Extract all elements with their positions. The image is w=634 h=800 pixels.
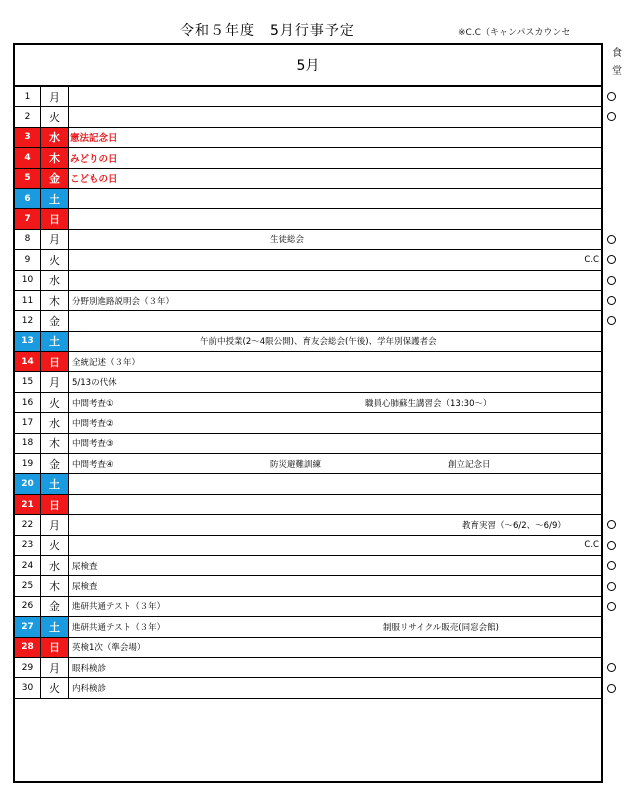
event-label: 中間考査① <box>72 398 114 409</box>
holiday-label: みどりの日 <box>70 153 118 165</box>
weekday: 火 <box>41 250 69 269</box>
day-number: 11 <box>15 291 41 310</box>
weekday: 木 <box>41 576 69 595</box>
day-number: 29 <box>15 658 41 677</box>
event-label: 午前中授業(2～4限公開)、育友会総会(午後)、学年別保護者会 <box>200 337 437 348</box>
weekday: 木 <box>41 148 69 167</box>
day-number: 23 <box>15 536 41 555</box>
day-number: 2 <box>15 107 41 126</box>
day-row-27 <box>15 617 601 637</box>
day-number: 10 <box>15 271 41 290</box>
day-number: 30 <box>15 678 41 697</box>
day-row-3 <box>15 128 601 148</box>
weekday: 火 <box>41 107 69 126</box>
day-row-25 <box>15 576 601 596</box>
event-label: 全統記述（３年） <box>72 357 141 368</box>
day-number: 26 <box>15 597 41 616</box>
weekday: 土 <box>41 189 69 208</box>
day-number: 25 <box>15 576 41 595</box>
day-number: 24 <box>15 556 41 575</box>
day-number: 8 <box>15 230 41 249</box>
cafeteria-open-mark <box>607 92 616 101</box>
cafeteria-open-mark <box>607 663 616 672</box>
day-row-11 <box>15 291 601 311</box>
event-label: 中間考査④ <box>72 459 114 470</box>
day-number: 5 <box>15 169 41 188</box>
event-label: C.C <box>584 254 599 265</box>
event-label: 尿検査 <box>72 582 98 593</box>
day-row-16 <box>15 393 601 413</box>
day-row-26 <box>15 597 601 617</box>
weekday: 水 <box>41 128 69 147</box>
day-number: 27 <box>15 617 41 636</box>
cafeteria-open-mark <box>607 684 616 693</box>
weekday: 日 <box>41 352 69 371</box>
event-label: 進研共通テスト（３年） <box>72 602 166 613</box>
weekday: 金 <box>41 311 69 330</box>
weekday: 日 <box>41 209 69 228</box>
page-title: 令和５年度 5月行事予定 <box>180 23 355 39</box>
weekday: 月 <box>41 515 69 534</box>
day-number: 9 <box>15 250 41 269</box>
weekday: 水 <box>41 556 69 575</box>
event-label: 中間考査② <box>72 418 114 429</box>
cafeteria-open-mark <box>607 235 616 244</box>
event-label: 中間考査③ <box>72 439 114 450</box>
day-number: 14 <box>15 352 41 371</box>
cafeteria-header-char-2: 堂 <box>612 66 622 77</box>
holiday-label: 憲法記念日 <box>70 133 118 145</box>
day-number: 7 <box>15 209 41 228</box>
day-row-18 <box>15 434 601 454</box>
day-row-17 <box>15 413 601 433</box>
event-label: C.C <box>584 540 599 551</box>
day-row-9 <box>15 250 601 270</box>
cafeteria-open-mark <box>607 316 616 325</box>
event-label: 英検1次（準会場） <box>72 643 146 654</box>
day-number: 3 <box>15 128 41 147</box>
event-label: 分野別進路説明会（３年） <box>72 296 175 307</box>
weekday: 金 <box>41 454 69 473</box>
cafeteria-header-char-1: 食 <box>612 48 622 59</box>
weekday: 月 <box>41 372 69 391</box>
day-number: 1 <box>15 87 41 106</box>
event-label: 防災避難訓練 <box>270 459 322 470</box>
event-label: 創立記念日 <box>448 459 491 470</box>
day-row-8 <box>15 230 601 250</box>
weekday: 土 <box>41 617 69 636</box>
weekday: 金 <box>41 597 69 616</box>
day-row-12 <box>15 311 601 331</box>
day-number: 17 <box>15 413 41 432</box>
event-label: 制服リサイクル販売(同窓会館) <box>383 622 499 633</box>
weekday: 土 <box>41 332 69 351</box>
weekday: 水 <box>41 413 69 432</box>
schedule-rows <box>15 87 601 699</box>
day-number: 16 <box>15 393 41 412</box>
day-row-23 <box>15 536 601 556</box>
event-label: 尿検査 <box>72 561 98 572</box>
weekday: 木 <box>41 291 69 310</box>
cafeteria-open-mark <box>607 276 616 285</box>
event-label: 教育実習（～6/2、～6/9） <box>462 520 566 531</box>
weekday: 月 <box>41 230 69 249</box>
cafeteria-open-mark <box>607 582 616 591</box>
day-number: 12 <box>15 311 41 330</box>
weekday: 月 <box>41 658 69 677</box>
day-row-2 <box>15 107 601 127</box>
day-row-6 <box>15 189 601 209</box>
cafeteria-open-mark <box>607 520 616 529</box>
weekday: 土 <box>41 474 69 493</box>
cafeteria-open-mark <box>607 296 616 305</box>
day-number: 22 <box>15 515 41 534</box>
day-number: 4 <box>15 148 41 167</box>
day-row-1 <box>15 87 601 107</box>
day-row-22 <box>15 515 601 535</box>
weekday: 月 <box>41 87 69 106</box>
day-number: 19 <box>15 454 41 473</box>
day-row-30 <box>15 678 601 698</box>
day-number: 28 <box>15 638 41 657</box>
day-row-28 <box>15 638 601 658</box>
cafeteria-open-mark <box>607 255 616 264</box>
day-number: 18 <box>15 434 41 453</box>
weekday: 火 <box>41 536 69 555</box>
event-label: 眼科検診 <box>72 663 107 674</box>
day-row-19 <box>15 454 601 474</box>
day-row-4 <box>15 148 601 168</box>
day-row-5 <box>15 169 601 189</box>
weekday: 日 <box>41 495 69 514</box>
event-label: 5/13の代休 <box>72 378 117 389</box>
day-row-21 <box>15 495 601 515</box>
day-row-20 <box>15 474 601 494</box>
day-number: 6 <box>15 189 41 208</box>
weekday: 日 <box>41 638 69 657</box>
day-row-14 <box>15 352 601 372</box>
day-row-10 <box>15 271 601 291</box>
event-label: 職員心肺蘇生講習会（13:30～） <box>365 398 492 409</box>
weekday: 火 <box>41 678 69 697</box>
day-number: 13 <box>15 332 41 351</box>
holiday-label: こどもの日 <box>70 174 118 186</box>
cafeteria-open-mark <box>607 561 616 570</box>
event-label: 内科検診 <box>72 684 107 695</box>
day-number: 15 <box>15 372 41 391</box>
day-row-29 <box>15 658 601 678</box>
counselor-note: ※C.C（キャンパスカウンセ <box>458 28 571 38</box>
day-row-24 <box>15 556 601 576</box>
day-number: 21 <box>15 495 41 514</box>
day-row-15 <box>15 372 601 392</box>
day-row-7 <box>15 209 601 229</box>
cafeteria-open-mark <box>607 541 616 550</box>
weekday: 火 <box>41 393 69 412</box>
cafeteria-open-mark <box>607 112 616 121</box>
cafeteria-open-mark <box>607 602 616 611</box>
event-label: 進研共通テスト（３年） <box>72 622 166 633</box>
month-header: 5月 <box>15 45 601 87</box>
weekday: 水 <box>41 271 69 290</box>
day-number: 20 <box>15 474 41 493</box>
cafeteria-header <box>609 45 625 81</box>
weekday: 金 <box>41 169 69 188</box>
weekday: 木 <box>41 434 69 453</box>
schedule-sheet <box>13 43 603 783</box>
day-row-13 <box>15 332 601 352</box>
event-label: 生徒総会 <box>270 235 305 246</box>
